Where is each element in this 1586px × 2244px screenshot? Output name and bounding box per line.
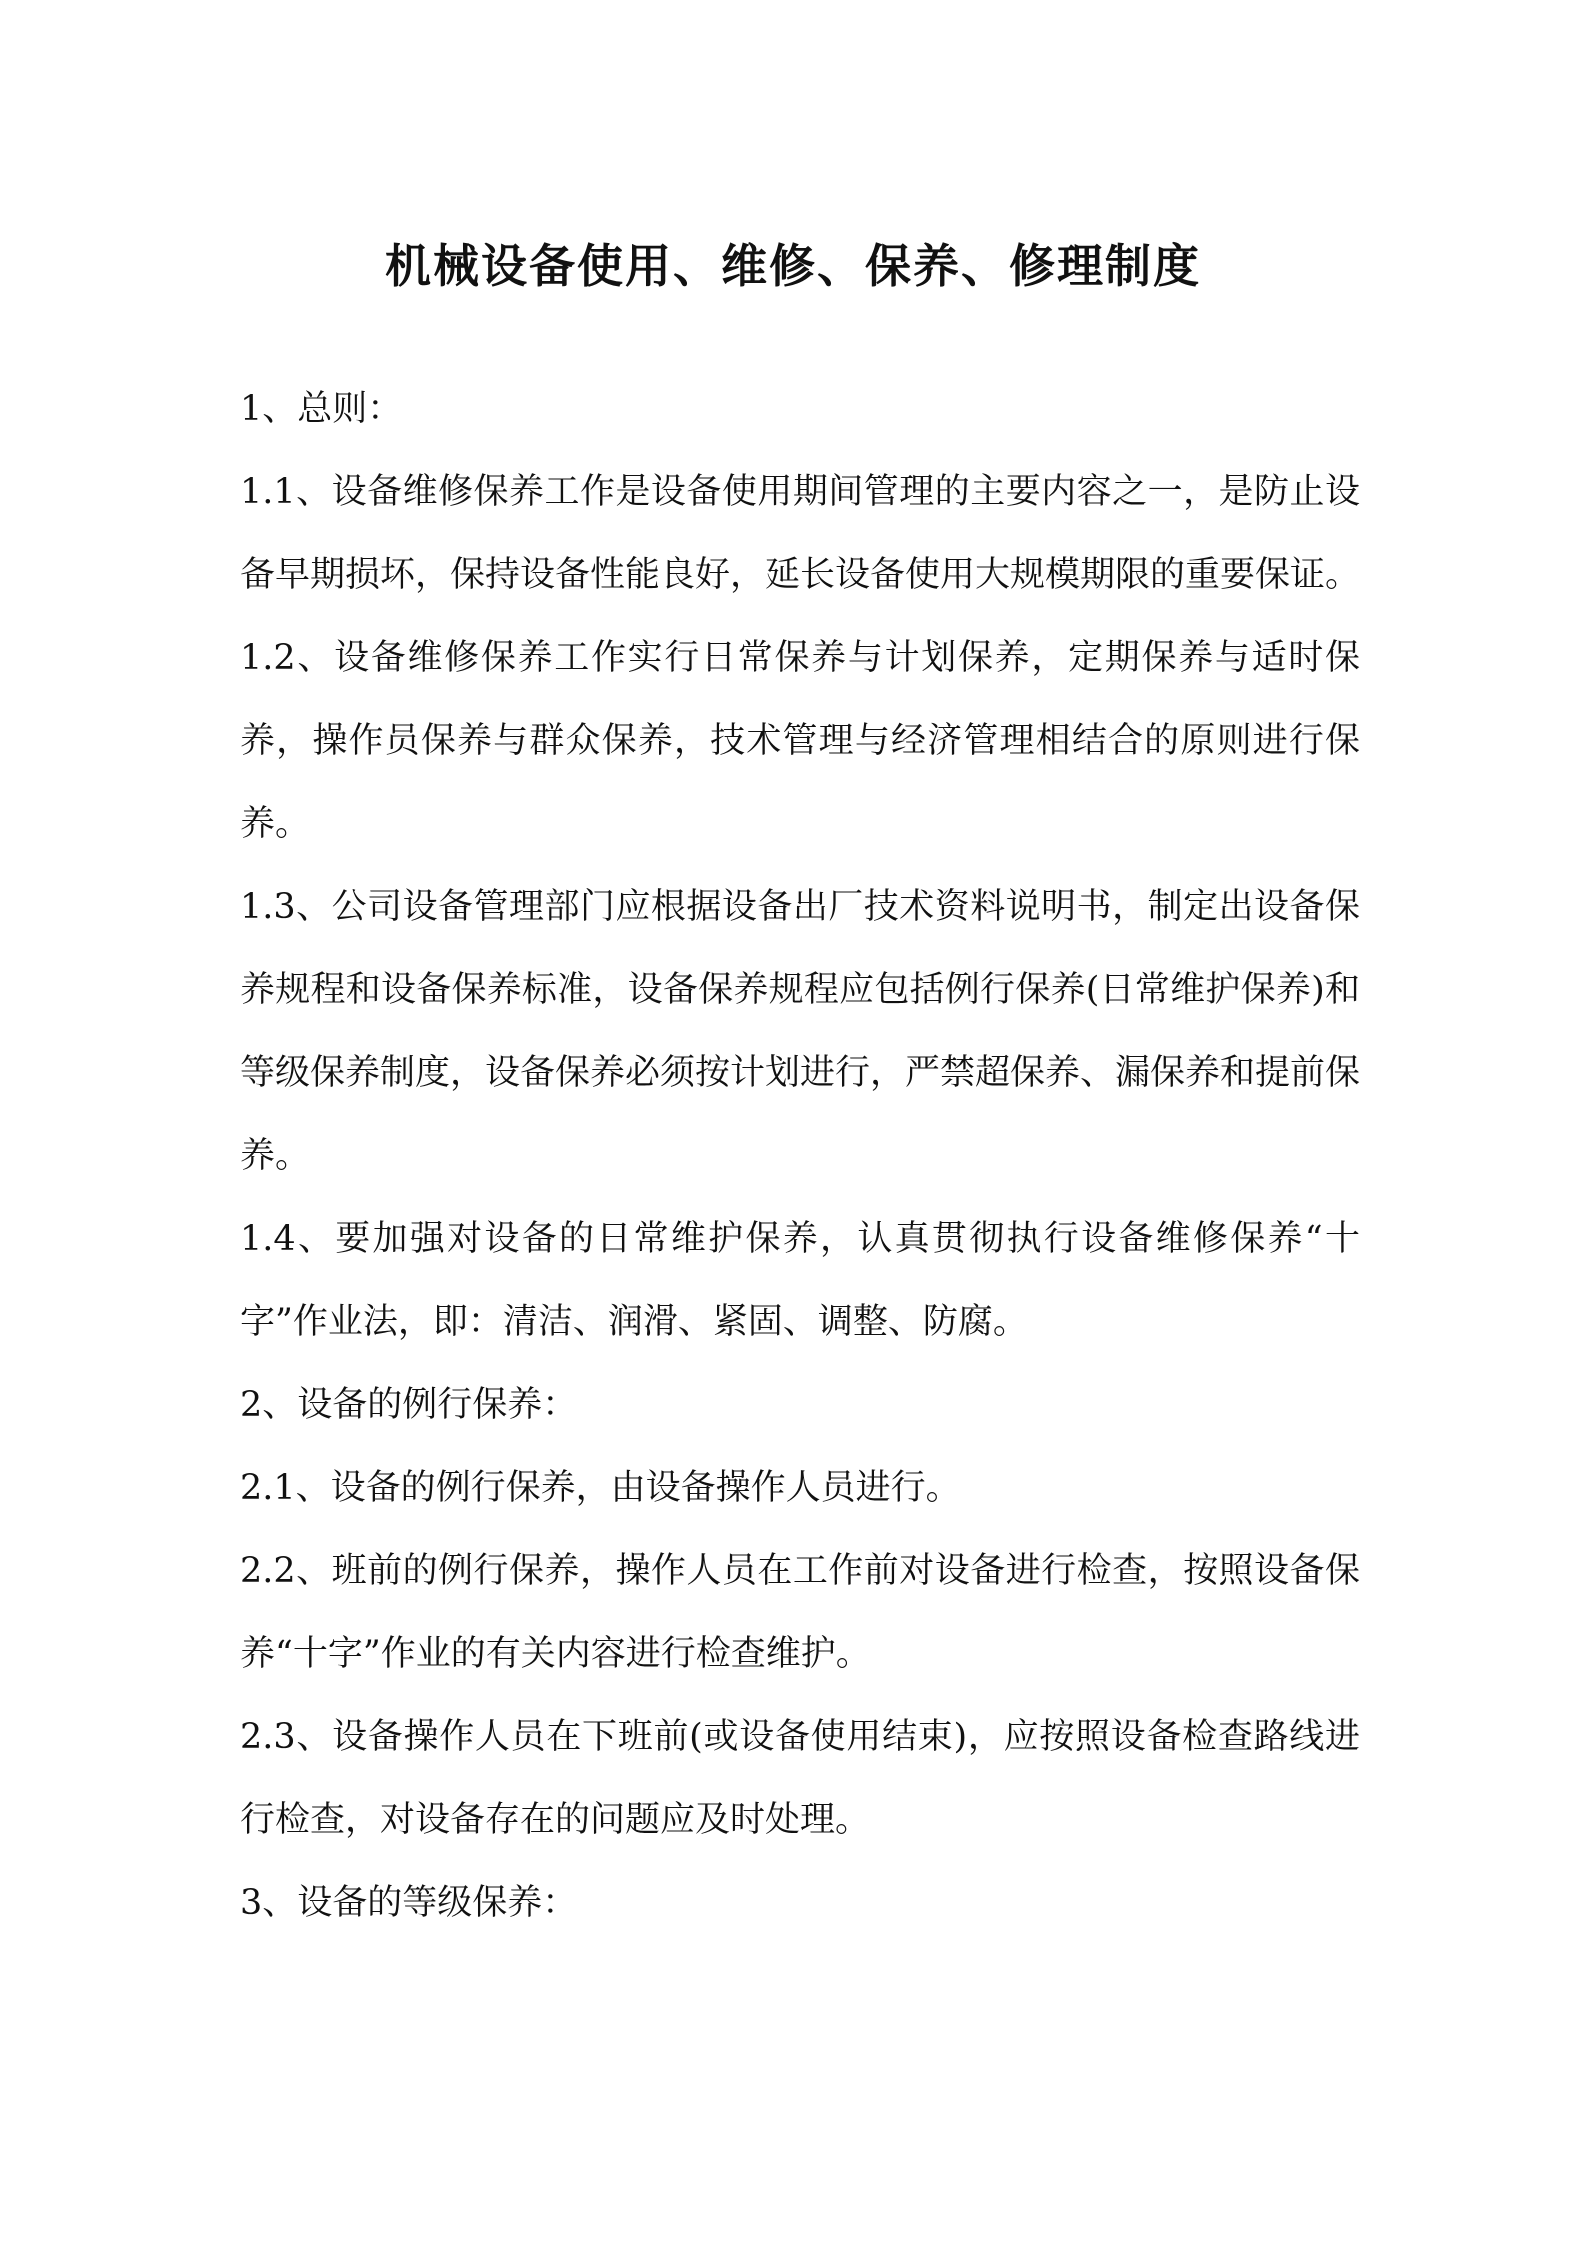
paragraph-2: 2、设备的例行保养： <box>240 1385 578 1425</box>
paragraph-2-1: 2.1、设备的例行保养，由设备操作人员进行。 <box>240 1468 961 1508</box>
paragraph-1-1: 1.1、设备维修保养工作是设备使用期间管理的主要内容之一，是防止设备早期损坏，保持设备性能良好，延长设备使用大规模期限的重要保证。 <box>240 472 1361 595</box>
paragraph-1-4: 1.4、要加强对设备的日常维护保养，认真贯彻执行设备维修保养“十字”作业法，即：清洁、润滑、紧固、调整、防腐。 <box>240 1219 1360 1342</box>
document-title: 机械设备使用、维修、保养、修理制度 <box>385 238 1201 293</box>
paragraph-1-2: 1.2、设备维修保养工作实行日常保养与计划保养，定期保养与适时保养，操作员保养与群众保养，技术管理与经济管理相结合的原则进行保养。 <box>240 638 1360 844</box>
paragraph-3: 3、设备的等级保养： <box>240 1883 578 1923</box>
paragraph-1-3: 1.3、公司设备管理部门应根据设备出厂技术资料说明书，制定出设备保养规程和设备保养标准，设备保养规程应包括例行保养(日常维护保养)和等级保养制度，设备保养必须按计划进行，严禁超保养、漏保养和提前保养。 <box>240 887 1361 1176</box>
paragraph-2-2: 2.2、班前的例行保养，操作人员在工作前对设备进行检查，按照设备保养“十字”作业的有关内容进行检查维护。 <box>240 1551 1360 1674</box>
paragraph-1: 1、总则： <box>240 389 403 429</box>
document-body <box>240 368 1360 1945</box>
paragraph-2-3: 2.3、设备操作人员在下班前(或设备使用结束)，应按照设备检查路线进行检查，对设备存在的问题应及时处理。 <box>240 1717 1360 1840</box>
